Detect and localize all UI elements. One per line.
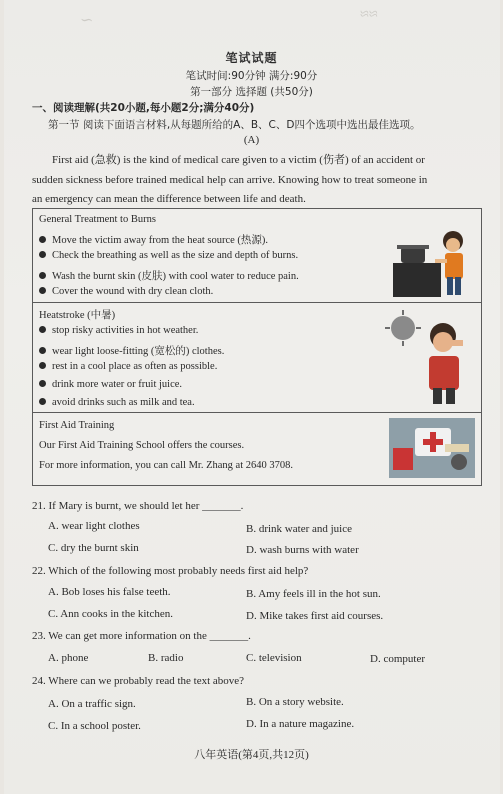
bullet-icon [39, 236, 46, 243]
option-22-b[interactable]: B. Amy feels ill in the hot sun. [246, 588, 381, 600]
option-21-b[interactable]: B. drink water and juice [246, 523, 352, 535]
passage-line-1: First aid (急救) is the kind of medical care given to a victim (伤者) of an accident or [52, 154, 425, 166]
heatstroke-illustration [385, 310, 475, 406]
question-23: 23. We can get more information on the _______. [32, 630, 251, 642]
option-24-b[interactable]: B. On a story website. [246, 696, 344, 708]
option-23-b[interactable]: B. radio [148, 652, 184, 664]
section-heading: 一、阅读理解(共20小题,每小题2分;满分40分) [32, 102, 255, 114]
question-24: 24. Where can we probably read the text above? [32, 675, 245, 687]
heatstroke-title: Heatstroke (中暑) [39, 310, 116, 321]
option-23-c[interactable]: C. television [246, 652, 302, 664]
list-item: wear light loose-fitting (宽松的) clothes. [39, 343, 224, 358]
bullet-icon [39, 347, 46, 354]
list-item: avoid drinks such as milk and tea. [39, 397, 195, 408]
list-item: rest in a cool place as often as possible. [39, 361, 217, 372]
option-22-d[interactable]: D. Mike takes first aid courses. [246, 610, 384, 622]
bullet-icon [39, 272, 46, 279]
list-item: Move the victim away from the heat source (热源). [39, 232, 268, 247]
option-22-c[interactable]: C. Ann cooks in the kitchen. [48, 608, 173, 620]
option-23-a[interactable]: A. phone [48, 652, 89, 664]
option-21-d[interactable]: D. wash burns with water [246, 544, 359, 556]
heatstroke-section [33, 302, 481, 413]
list-item: stop risky activities in hot weather. [39, 325, 198, 336]
section-instruction: 第一节 阅读下面语言材料,从每题所给的A、B、C、D四个选项中选出最佳选项。 [48, 119, 421, 131]
option-22-a[interactable]: A. Bob loses his false teeth. [48, 586, 171, 598]
training-line-2: For more information, you can call Mr. Zhang at 2640 3708. [39, 460, 293, 471]
question-21: 21. If Mary is burnt, we should let her _______. [32, 500, 244, 512]
burns-section [33, 209, 481, 303]
training-title: First Aid Training [39, 420, 115, 431]
passage-label: (A) [243, 134, 260, 146]
burn-cooking-illustration [391, 221, 475, 299]
option-21-c[interactable]: C. dry the burnt skin [48, 542, 139, 554]
list-item: drink more water or fruit juice. [39, 379, 182, 390]
first-aid-table [32, 208, 482, 486]
option-23-d[interactable]: D. computer [370, 653, 425, 665]
show-through-mark: ∼ [80, 12, 94, 29]
exam-time-score: 笔试时间:90分钟 满分:90分 [185, 70, 318, 82]
bullet-icon [39, 398, 46, 405]
passage-line-2: sudden sickness before trained medical help can arrive. Knowing how to treat someone in [32, 174, 428, 186]
bullet-icon [39, 326, 46, 333]
show-through-mark: ≈≈ [360, 6, 378, 23]
training-line-1: Our First Aid Training School offers the courses. [39, 440, 245, 451]
bullet-icon [39, 380, 46, 387]
first-aid-kit-illustration [389, 418, 475, 478]
option-21-a[interactable]: A. wear light clothes [48, 520, 140, 532]
bullet-icon [39, 287, 46, 294]
part-heading: 第一部分 选择题 (共50分) [190, 86, 313, 98]
question-22: 22. Which of the following most probably needs first aid help? [32, 565, 309, 577]
passage-line-3: an emergency can mean the difference between life and death. [32, 193, 306, 205]
page-footer: 八年英语(第4页,共12页) [194, 749, 309, 761]
option-24-a[interactable]: A. On a traffic sign. [48, 698, 136, 710]
bullet-icon [39, 251, 46, 258]
bullet-icon [39, 362, 46, 369]
option-24-d[interactable]: D. In a nature magazine. [246, 718, 355, 730]
burns-title: General Treatment to Burns [39, 214, 156, 225]
list-item: Wash the burnt skin (皮肤) with cool water to reduce pain. [39, 268, 299, 283]
list-item: Check the breathing as well as the size and depth of burns. [39, 250, 298, 261]
list-item: Cover the wound with dry clean cloth. [39, 286, 213, 297]
option-24-c[interactable]: C. In a school poster. [48, 720, 141, 732]
exam-title: 笔试试题 [225, 51, 278, 65]
training-section [33, 412, 481, 485]
